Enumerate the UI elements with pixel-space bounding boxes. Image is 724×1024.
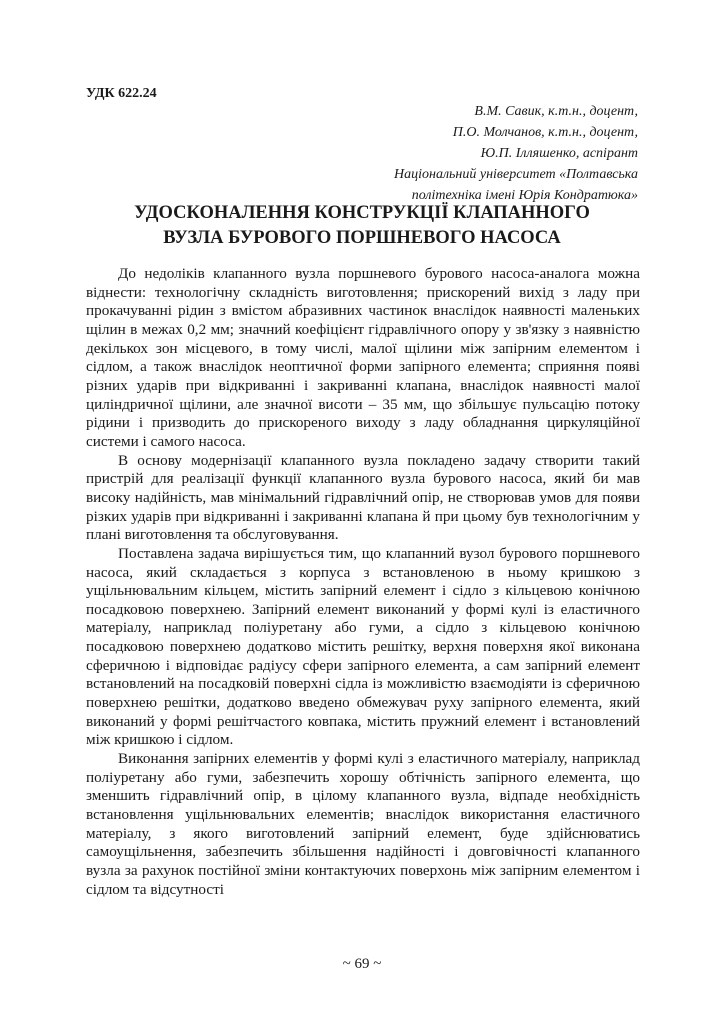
paper-title	[86, 201, 638, 251]
author-line: Ю.П. Ілляшенко, аспірант	[480, 146, 638, 161]
author-block	[238, 101, 638, 206]
body-text	[86, 265, 640, 899]
paragraph: До недоліків клапанного вузла поршневого бурового насоса-аналога можна віднести: технологічну складність виготовлення; прискорений вихід з ладу при прокачуванні рідин з вмістом абразивних частинок внаслідок наявності маленьких щілин в межах 0,2 мм; значний коефіцієнт гідравлічного опору у зв'язку з наявністю декількох зон місцевого, в тому числі, малої щілини між запірним елементом і сідлом, а також внаслідок неоптичної форми запірного елемента; сприяння появі різних ударів при відкриванні і закриванні клапана, внаслідок наявності малої циліндричної щілини, але значної висоти – 35 мм, що збільшує пульсацію потоку рідини і призводить до прискореного виходу з ладу обладнання циркуляційної системи і самого насоса.	[86, 265, 640, 450]
author-line: П.О. Молчанов, к.т.н., доцент,	[452, 125, 638, 140]
page-number: ~ 69 ~	[342, 956, 382, 972]
title-line: УДОСКОНАЛЕННЯ КОНСТРУКЦІЇ КЛАПАННОГО	[134, 203, 590, 223]
title-line: ВУЗЛА БУРОВОГО ПОРШНЕВОГО НАСОСА	[163, 228, 561, 248]
author-line: В.М. Савик, к.т.н., доцент,	[474, 104, 638, 119]
paragraph: В основу модернізації клапанного вузла покладено задачу створити такий пристрій для реалізації функції клапанного вузла бурового насоса, який би мав високу надійність, мав мінімальний гідравлічний опір, не створював умов для появи різких ударів при відкриванні і закриванні клапана й при цьому був технологічним у плані виготовлення та обслуговування.	[86, 451, 640, 544]
udk-code: УДК 622.24	[86, 86, 157, 101]
affiliation-line: політехніка імені Юрія Кондратюка»	[411, 188, 638, 203]
affiliation-line: Національний університет «Полтавська	[394, 167, 638, 182]
paragraph: Поставлена задача вирішується тим, що клапанний вузол бурового поршневого насоса, який складається з корпуса з встановленою в ньому кришкою з ущільнювальним кільцем, містить запірний елемент і сідло з кільцевою конічною посадковою поверхнею. Запірний елемент виконаний у формі кулі із еластичного матеріалу, наприклад поліуретану або гуми, а сідло з кільцевою конічною посадковою поверхнею додатково містить решітку, верхня поверхня якої виконана сферичною і відповідає радіусу сфери запірного елемента, а сам запірний елемент встановлений на посадковій поверхні сідла із можливістю взаємодіяти із сферичною поверхнею решітки, додатково введено обмежувач руху запірного елемента, який виконаний у формі решітчастого ковпака, містить пружний елемент і встановлений між кришкою і сідлом.	[86, 544, 640, 749]
paragraph: Виконання запірних елементів у формі кулі з еластичного матеріалу, наприклад поліуретану або гуми, забезпечить хорошу обтічність запірного елемента, що зменшить гідравлічний опір, в цілому клапанного вузла, відпаде необхідність встановлення ущільнювальних елементів; внаслідок використання еластичного матеріалу, з якого виготовлений запірний елемент, буде здійснюватись самоущільнення, забезпечить збільшення надійності і довговічності клапанного вузла за рахунок постійної зміни контактуючих поверхонь між запірним елементом і сідлом та відсутності	[86, 750, 640, 898]
